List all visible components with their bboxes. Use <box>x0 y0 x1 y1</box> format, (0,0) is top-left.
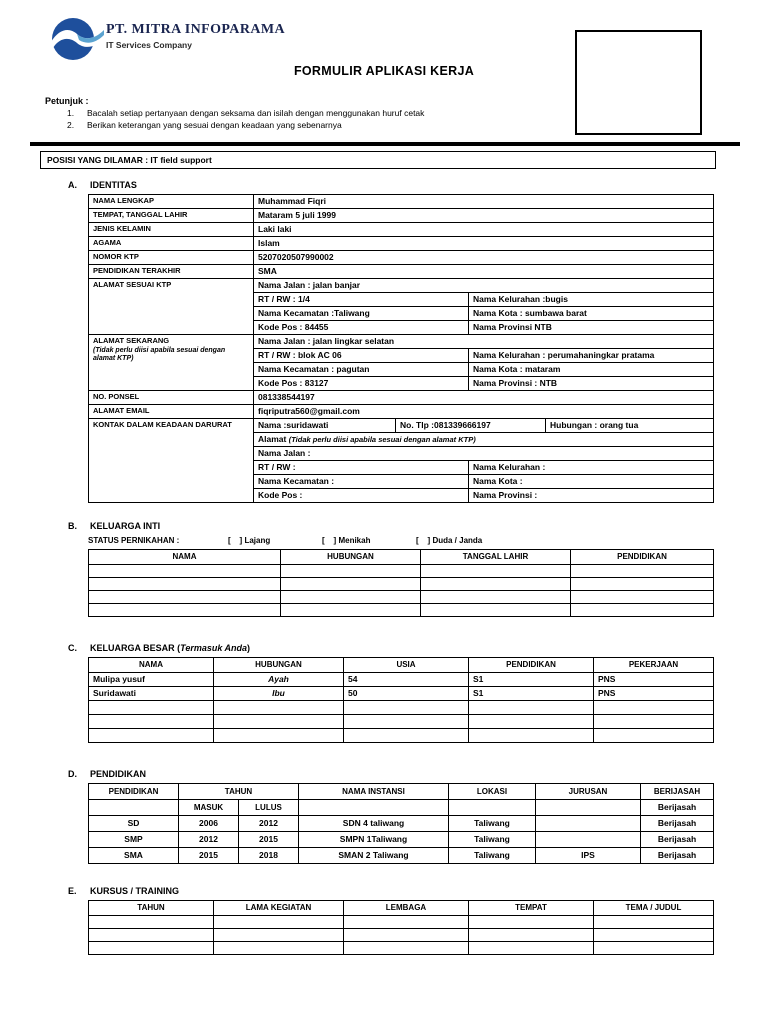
field-value: Nama Kota : mataram <box>469 363 714 377</box>
field-value: 081338544197 <box>254 391 714 405</box>
empty-cell <box>421 591 571 604</box>
field-value: Mataram 5 juli 1999 <box>254 209 714 223</box>
field-value: RT / RW : <box>254 461 469 475</box>
instruction-number: 1. <box>67 108 75 118</box>
field-value: Nama Kota : <box>469 475 714 489</box>
field-value: Nama :suridawati <box>254 419 396 433</box>
photo-placeholder-box <box>575 30 702 135</box>
table-row <box>89 687 714 701</box>
instruction-item <box>45 108 565 118</box>
empty-cell <box>281 591 421 604</box>
section-letter: B. <box>68 521 77 531</box>
section-letter: A. <box>68 180 77 190</box>
field-value: Muhammad Fiqri <box>254 195 714 209</box>
section-title <box>90 643 250 653</box>
empty-cell <box>344 729 469 743</box>
cell-jurusan: IPS <box>536 848 641 864</box>
instruction-item <box>45 120 565 130</box>
field-value: 5207020507990002 <box>254 251 714 265</box>
empty-cell <box>594 929 714 942</box>
field-value: No. Tlp :081339666197 <box>396 419 546 433</box>
field-value: Kode Pos : 84455 <box>254 321 469 335</box>
empty-cell <box>299 800 449 816</box>
empty-cell <box>89 604 281 617</box>
field-label-note: (Tidak perlu diisi apabila sesuai dengan alamat KTP) <box>93 346 226 363</box>
table-subheader-row <box>89 800 714 816</box>
position-applied-box <box>40 151 716 169</box>
field-label: NO. PONSEL <box>89 391 254 405</box>
nuclear-family-table <box>88 549 714 617</box>
column-header: NAMA <box>89 658 214 673</box>
field-label: PENDIDIKAN TERAKHIR <box>89 265 254 279</box>
field-value: RT / RW : blok AC 06 <box>254 349 469 363</box>
empty-cell <box>89 701 214 715</box>
field-label: ALAMAT EMAIL <box>89 405 254 419</box>
table-row <box>89 209 714 223</box>
cell-berijasah: Berijasah <box>641 800 714 816</box>
table-row <box>89 578 714 591</box>
empty-cell <box>344 701 469 715</box>
table-header-row <box>89 658 714 673</box>
field-value: Laki laki <box>254 223 714 237</box>
marital-status-label: STATUS PERNIKAHAN : <box>88 536 180 545</box>
table-row <box>89 942 714 955</box>
instruction-text: Bacalah setiap pertanyaan dengan seksama dan isilah dengan menggunakan huruf cetak <box>87 108 425 118</box>
empty-cell <box>421 604 571 617</box>
field-sublabel: Alamat <box>258 433 287 444</box>
empty-cell <box>214 929 344 942</box>
column-header: TAHUN <box>179 784 299 800</box>
empty-cell <box>89 800 179 816</box>
empty-cell <box>536 800 641 816</box>
table-row <box>89 419 714 433</box>
field-value: Nama Kelurahan :bugis <box>469 293 714 307</box>
field-value: Nama Kecamatan : pagutan <box>254 363 469 377</box>
field-value: Nama Kecamatan : <box>254 475 469 489</box>
checkbox-label: Duda / Janda <box>432 536 483 545</box>
section-title-prefix: KELUARGA BESAR ( <box>90 643 181 653</box>
section-letter: C. <box>68 643 77 653</box>
instructions-label: Petunjuk : <box>45 96 89 106</box>
marital-status-line <box>88 536 768 545</box>
table-row <box>89 701 714 715</box>
column-header: HUBUNGAN <box>214 658 344 673</box>
identity-table <box>88 194 714 503</box>
table-row <box>89 223 714 237</box>
field-label: TEMPAT, TANGGAL LAHIR <box>89 209 254 223</box>
cell-pendidikan: S1 <box>469 687 594 701</box>
empty-cell <box>89 715 214 729</box>
column-header: HUBUNGAN <box>281 550 421 565</box>
field-label: KONTAK DALAM KEADAAN DARURAT <box>89 419 254 503</box>
cell-nama: Mulipa yusuf <box>89 673 214 687</box>
cell-berijasah: Berijasah <box>641 832 714 848</box>
instruction-text: Berikan keterangan yang sesuai dengan keadaan yang sebenarnya <box>87 120 342 130</box>
position-applied-text: POSISI YANG DILAMAR : IT field support <box>47 155 212 165</box>
table-header-row <box>89 784 714 800</box>
empty-cell <box>469 929 594 942</box>
table-header-row <box>89 550 714 565</box>
column-header: PEKERJAAN <box>594 658 714 673</box>
cell-lulus: 2018 <box>239 848 299 864</box>
cell-lokasi: Taliwang <box>449 816 536 832</box>
empty-cell <box>344 929 469 942</box>
form-content <box>0 180 768 955</box>
empty-cell <box>214 701 344 715</box>
section-c-heading <box>68 643 768 653</box>
form-title: FORMULIR APLIKASI KERJA <box>293 64 475 78</box>
section-title-suffix: ) <box>247 643 251 653</box>
field-label: AGAMA <box>89 237 254 251</box>
cell-nama: Suridawati <box>89 687 214 701</box>
empty-cell <box>571 578 714 591</box>
field-value: Islam <box>254 237 714 251</box>
checkbox-option-duda-janda <box>416 536 482 545</box>
logo-swirl-icon <box>50 15 104 63</box>
table-row <box>89 265 714 279</box>
field-value: Nama Jalan : jalan banjar <box>254 279 714 293</box>
empty-cell <box>571 565 714 578</box>
divider-bar <box>30 142 740 146</box>
cell-instansi: SMAN 2 Taliwang <box>299 848 449 864</box>
cell-pekerjaan: PNS <box>594 673 714 687</box>
empty-cell <box>89 942 214 955</box>
field-value: Nama Provinsi NTB <box>469 321 714 335</box>
field-label: ALAMAT SESUAI KTP <box>89 279 254 335</box>
section-letter: E. <box>68 886 77 896</box>
empty-cell <box>344 715 469 729</box>
training-table <box>88 900 714 955</box>
column-subheader: LULUS <box>239 800 299 816</box>
empty-cell <box>571 604 714 617</box>
checkbox-option-lajang <box>228 536 322 545</box>
table-row <box>89 715 714 729</box>
table-row <box>89 604 714 617</box>
empty-cell <box>469 715 594 729</box>
empty-cell <box>281 604 421 617</box>
field-value: Nama Provinsi : NTB <box>469 377 714 391</box>
empty-cell <box>214 715 344 729</box>
table-row <box>89 405 714 419</box>
company-block <box>106 22 285 50</box>
cell-usia: 50 <box>344 687 469 701</box>
field-label: NOMOR KTP <box>89 251 254 265</box>
table-row <box>89 391 714 405</box>
section-a-heading <box>68 180 768 190</box>
column-header: LEMBAGA <box>344 901 469 916</box>
column-header: JURUSAN <box>536 784 641 800</box>
checkbox-icon: [ ] <box>416 536 431 545</box>
section-title: KELUARGA INTI <box>90 521 161 531</box>
empty-cell <box>449 800 536 816</box>
section-title: IDENTITAS <box>90 180 137 190</box>
cell-pendidikan: S1 <box>469 673 594 687</box>
cell-lulus: 2012 <box>239 816 299 832</box>
field-sublabel-note: (Tidak perlu diisi apabila sesuai dengan alamat KTP) <box>288 434 476 444</box>
empty-cell <box>469 916 594 929</box>
column-header: TEMA / JUDUL <box>594 901 714 916</box>
column-subheader: MASUK <box>179 800 239 816</box>
column-header: TANGGAL LAHIR <box>421 550 571 565</box>
field-value: Kode Pos : <box>254 489 469 503</box>
table-header-row <box>89 901 714 916</box>
column-header: PENDIDIKAN <box>469 658 594 673</box>
empty-cell <box>421 565 571 578</box>
column-header: TEMPAT <box>469 901 594 916</box>
empty-cell <box>469 942 594 955</box>
cell-berijasah: Berijasah <box>641 816 714 832</box>
column-header: USIA <box>344 658 469 673</box>
cell-lokasi: Taliwang <box>449 848 536 864</box>
checkbox-label: Lajang <box>244 536 271 545</box>
table-row <box>89 673 714 687</box>
table-row <box>89 565 714 578</box>
section-d-heading <box>68 769 768 779</box>
empty-cell <box>469 701 594 715</box>
field-value: Nama Jalan : jalan lingkar selatan <box>254 335 714 349</box>
empty-cell <box>594 729 714 743</box>
cell-instansi: SMPN 1Taliwang <box>299 832 449 848</box>
field-label-text: ALAMAT SEKARANG <box>93 336 170 345</box>
empty-cell <box>594 916 714 929</box>
cell-jenjang: SMP <box>89 832 179 848</box>
table-row <box>89 251 714 265</box>
column-header: PENDIDIKAN <box>89 784 179 800</box>
column-header: TAHUN <box>89 901 214 916</box>
cell-masuk: 2012 <box>179 832 239 848</box>
field-label <box>89 335 254 391</box>
empty-cell <box>281 578 421 591</box>
column-header: BERIJASAH <box>641 784 714 800</box>
cell-lokasi: Taliwang <box>449 832 536 848</box>
empty-cell <box>421 578 571 591</box>
company-logo <box>50 15 104 63</box>
cell-usia: 54 <box>344 673 469 687</box>
cell-instansi: SDN 4 taliwang <box>299 816 449 832</box>
cell-jenjang: SMA <box>89 848 179 864</box>
empty-cell <box>344 916 469 929</box>
empty-cell <box>594 701 714 715</box>
table-row <box>89 335 714 349</box>
checkbox-icon: [ ] <box>322 536 337 545</box>
field-label: NAMA LENGKAP <box>89 195 254 209</box>
field-value: Nama Kecamatan :Taliwang <box>254 307 469 321</box>
table-row <box>89 279 714 293</box>
company-tagline: IT Services Company <box>106 40 192 50</box>
cell-lulus: 2015 <box>239 832 299 848</box>
cell-jurusan <box>536 832 641 848</box>
field-value: Nama Kelurahan : <box>469 461 714 475</box>
extended-family-table <box>88 657 714 743</box>
cell-berijasah: Berijasah <box>641 848 714 864</box>
column-header: NAMA INSTANSI <box>299 784 449 800</box>
cell-pekerjaan: PNS <box>594 687 714 701</box>
field-value: SMA <box>254 265 714 279</box>
checkbox-option-menikah <box>322 536 416 545</box>
column-header: NAMA <box>89 550 281 565</box>
empty-cell <box>214 916 344 929</box>
empty-cell <box>89 565 281 578</box>
column-header: LOKASI <box>449 784 536 800</box>
cell-masuk: 2015 <box>179 848 239 864</box>
empty-cell <box>214 942 344 955</box>
field-value: Nama Kelurahan : perumahaningkar pratama <box>469 349 714 363</box>
instruction-number: 2. <box>67 120 75 130</box>
field-label: JENIS KELAMIN <box>89 223 254 237</box>
column-header: LAMA KEGIATAN <box>214 901 344 916</box>
table-row <box>89 916 714 929</box>
table-row <box>89 195 714 209</box>
cell-hubungan: Ibu <box>214 687 344 701</box>
field-value: Hubungan : orang tua <box>546 419 714 433</box>
checkbox-label: Menikah <box>338 536 371 545</box>
empty-cell <box>571 591 714 604</box>
empty-cell <box>89 578 281 591</box>
section-letter: D. <box>68 769 77 779</box>
table-row <box>89 237 714 251</box>
empty-cell <box>594 715 714 729</box>
section-title: KURSUS / TRAINING <box>90 886 180 896</box>
table-row <box>89 729 714 743</box>
empty-cell <box>89 591 281 604</box>
field-value: Nama Provinsi : <box>469 489 714 503</box>
empty-cell <box>594 942 714 955</box>
education-table <box>88 783 714 864</box>
table-row <box>89 929 714 942</box>
cell-jurusan <box>536 816 641 832</box>
company-name: PT. MITRA INFOPARAMA <box>106 22 285 37</box>
empty-cell <box>89 916 214 929</box>
cell-masuk: 2006 <box>179 816 239 832</box>
checkbox-icon: [ ] <box>228 536 243 545</box>
table-row <box>89 816 714 832</box>
field-value: Nama Kota : sumbawa barat <box>469 307 714 321</box>
empty-cell <box>89 929 214 942</box>
section-e-heading <box>68 886 768 896</box>
section-title-italic: Termasuk Anda <box>180 643 248 653</box>
empty-cell <box>344 942 469 955</box>
empty-cell <box>214 729 344 743</box>
field-value: fiqriputra560@gmail.com <box>254 405 714 419</box>
field-value: Kode Pos : 83127 <box>254 377 469 391</box>
empty-cell <box>281 565 421 578</box>
empty-cell <box>469 729 594 743</box>
empty-cell <box>89 729 214 743</box>
cell-hubungan: Ayah <box>214 673 344 687</box>
section-title: PENDIDIKAN <box>90 769 147 779</box>
cell-jenjang: SD <box>89 816 179 832</box>
table-row <box>89 832 714 848</box>
field-value: Nama Jalan : <box>254 447 714 461</box>
field-value: RT / RW : 1/4 <box>254 293 469 307</box>
instructions-block <box>45 96 565 130</box>
field-value <box>254 433 714 447</box>
table-row <box>89 591 714 604</box>
column-header: PENDIDIKAN <box>571 550 714 565</box>
section-b-heading <box>68 521 768 531</box>
table-row <box>89 848 714 864</box>
